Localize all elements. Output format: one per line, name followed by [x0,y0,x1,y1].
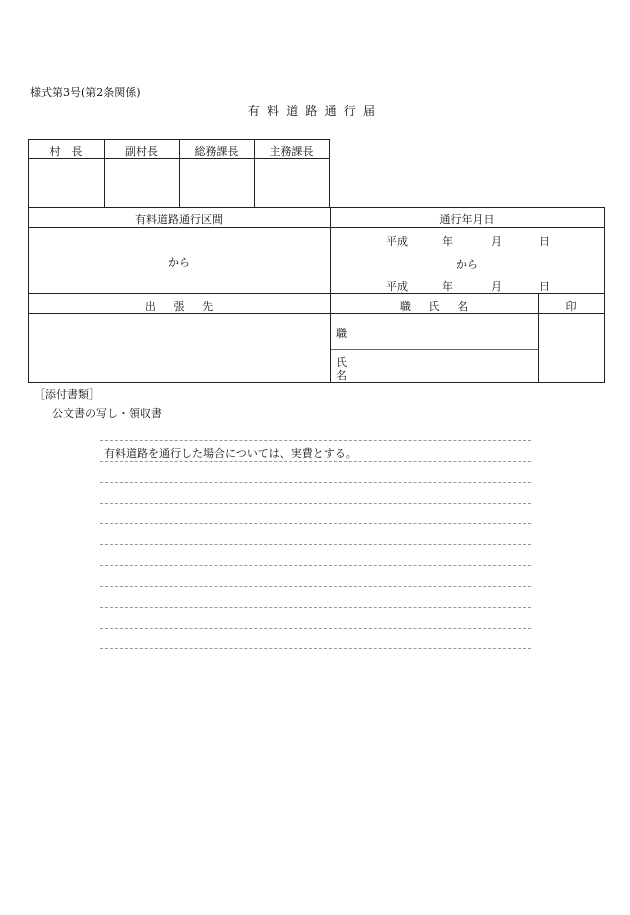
route-section-label: 有料道路通行区間 [135,213,223,226]
name-position-label: 職氏名 [399,300,486,313]
route-from-text: から [168,256,190,269]
date-month-start: 月 [491,235,502,248]
date-year-start: 年 [442,235,453,248]
date-year-end: 年 [442,280,453,293]
date-section-label: 通行年月日 [439,213,495,226]
position-label: 職 [336,327,347,340]
attachments-heading: ［添付書類］ [34,388,100,401]
form-label: 様式第3号(第2条関係) [30,86,141,99]
date-era-end: 平成 [386,280,408,293]
date-month-end: 月 [491,280,502,293]
seal-label: 印 [565,300,577,313]
destination-label: 出張先 [144,300,231,313]
name-label-top: 氏 [336,356,347,369]
approval-header-mayor: 村 長 [49,145,83,158]
date-day-end: 日 [539,280,550,293]
approval-header-deputy-mayor: 副村長 [125,145,158,158]
attachments-item: 公文書の写し・領収書 [52,407,162,420]
document-title: 有料道路通行届 [247,104,383,118]
date-era-start: 平成 [386,235,408,248]
note-text: 有料道路を通行した場合については、実費とする。 [104,447,357,460]
date-day-start: 日 [539,235,550,248]
approval-header-general-affairs: 総務課長 [194,145,239,158]
approval-header-section-chief: 主務課長 [269,145,314,158]
date-from-text: から [456,258,478,271]
name-label-bottom: 名 [336,369,347,382]
